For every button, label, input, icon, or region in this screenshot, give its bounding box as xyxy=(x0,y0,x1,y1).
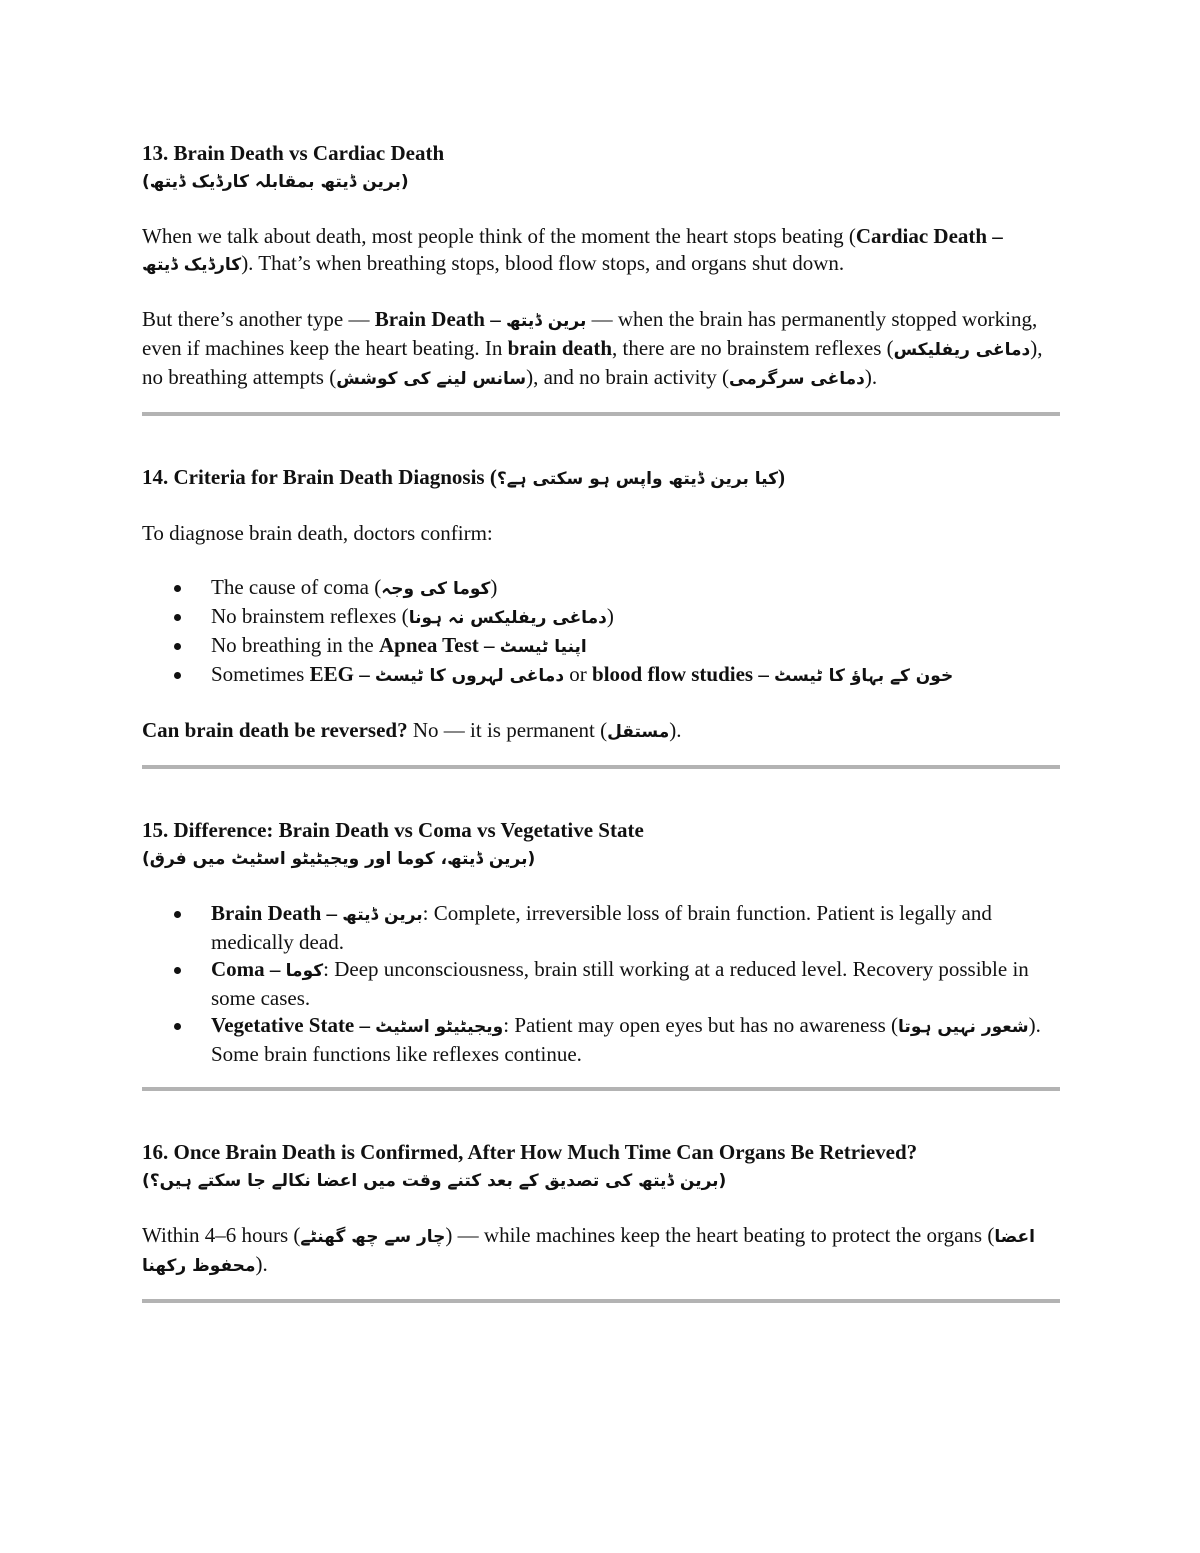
section-16-title: 16. Once Brain Death is Confirmed, After How Much Time Can Organs Be Retrieved? xyxy=(142,1140,918,1164)
bold-run: Vegetative State – xyxy=(211,1013,376,1037)
bullet-icon xyxy=(174,1023,181,1030)
section-15-title-urdu xyxy=(142,844,1060,873)
urdu-run: دماغی ریفلیکس نہ ہونا xyxy=(408,608,607,628)
text-run: ). xyxy=(669,718,682,742)
text-run: ), no breathing attempts ( xyxy=(142,336,1043,389)
text-run: ) — while machines keep the heart beating to protect the organs ( xyxy=(445,1223,995,1247)
section-13-paragraph-1 xyxy=(142,223,1060,279)
section-13-title-urdu xyxy=(142,167,1060,196)
urdu-run: (برین ڈیتھ، کوما اور ویجیٹیٹو اسٹیٹ میں فرق) xyxy=(142,849,536,869)
list-item xyxy=(211,603,1060,632)
list-item xyxy=(211,900,1060,956)
criteria-list xyxy=(142,574,1060,690)
list-item xyxy=(211,661,1060,690)
text-run: ), and no brain activity ( xyxy=(526,365,730,389)
bold-run: Brain Death – xyxy=(374,307,506,331)
bold-run: Coma – xyxy=(211,957,286,981)
text-run: ) xyxy=(778,465,785,489)
text-run: No — it is permanent ( xyxy=(407,718,608,742)
bold-run: Cardiac Death – xyxy=(855,224,1003,248)
urdu-run: اعضا محفوظ رکھنا xyxy=(142,1227,1035,1276)
bullet-icon xyxy=(174,672,181,679)
bold-run: Brain Death – xyxy=(211,901,343,925)
section-13 xyxy=(142,140,1060,416)
urdu-run: چار سے چھ گھنٹے xyxy=(300,1227,446,1247)
urdu-run: ویجیٹیٹو اسٹیٹ xyxy=(375,1017,504,1037)
section-16 xyxy=(142,1139,1060,1303)
section-divider xyxy=(142,1299,1060,1303)
section-16-title-urdu xyxy=(142,1166,1060,1195)
text-run: But there’s another type — xyxy=(142,307,375,331)
text-run: ). That’s when breathing stops, blood flow stops, and organs shut down. xyxy=(241,251,845,275)
urdu-run: مستقل xyxy=(607,722,670,742)
urdu-run: کیا برین ڈیتھ واپس ہو سکتی ہے؟ xyxy=(496,469,778,489)
list-item xyxy=(211,574,1060,603)
bullet-icon xyxy=(174,585,181,592)
text-run: No brainstem reflexes ( xyxy=(211,604,409,628)
urdu-run: (برین ڈیتھ کی تصدیق کے بعد کتنے وقت میں اعضا نکالے جا سکتے ہیں؟) xyxy=(142,1171,727,1191)
urdu-run: کوما xyxy=(285,961,324,981)
text-run: or xyxy=(564,662,593,686)
section-13-title: 13. Brain Death vs Cardiac Death xyxy=(142,141,445,165)
urdu-run: سانس لینے کی کوشش xyxy=(336,369,527,389)
bold-run: Apnea Test – xyxy=(378,633,500,657)
section-14-intro: To diagnose brain death, doctors confirm: xyxy=(142,521,493,545)
bullet-icon xyxy=(174,643,181,650)
bullet-icon xyxy=(174,614,181,621)
list-item xyxy=(211,1012,1060,1068)
bullet-icon xyxy=(174,967,181,974)
text-run: Within 4–6 hours ( xyxy=(142,1223,301,1247)
list-item xyxy=(211,956,1060,1012)
text-run: : Deep unconsciousness, brain still working at a reduced level. Recovery possible in some cases. xyxy=(211,957,1029,1010)
text-run: — when the brain has permanently stopped working, even if machines keep the heart beating. In xyxy=(142,307,1038,360)
text-run: ) xyxy=(606,604,614,628)
text-run: ) xyxy=(490,575,498,599)
urdu-run: دماغی سرگرمی xyxy=(729,369,865,389)
urdu-run: خون کے بہاؤ کا ٹیسٹ xyxy=(774,666,954,686)
bold-run: Can brain death be reversed? xyxy=(142,718,408,742)
urdu-run: دماغی ریفلیکس xyxy=(893,340,1031,360)
urdu-run: اپنیا ٹیسٹ xyxy=(499,637,587,657)
section-13-paragraph-2 xyxy=(142,306,1060,393)
urdu-run: دماغی لہروں کا ٹیسٹ xyxy=(374,666,565,686)
text-run: Sometimes xyxy=(211,662,310,686)
text-run: No breathing in the xyxy=(211,633,379,657)
bullet-icon xyxy=(174,911,181,918)
section-13-urdu-text: (برین ڈیتھ بمقابلہ کارڈیک ڈیتھ) xyxy=(142,172,409,192)
section-15-title: 15. Difference: Brain Death vs Coma vs Vegetative State xyxy=(142,818,644,842)
text-run: ). Some brain functions like reflexes continue. xyxy=(211,1013,1041,1066)
section-15 xyxy=(142,817,1060,1091)
text-run: : Complete, irreversible loss of brain function. Patient is legally and medically dead. xyxy=(211,901,992,954)
section-14-title xyxy=(142,464,1060,493)
text-run: ). xyxy=(864,365,878,389)
text-run: When we talk about death, most people think of the moment the heart stops beating ( xyxy=(142,224,856,248)
text-run: : Patient may open eyes but has no awareness ( xyxy=(503,1013,899,1037)
section-16-paragraph xyxy=(142,1222,1060,1280)
urdu-run: برین ڈیتھ xyxy=(505,311,587,331)
bold-run: EEG – xyxy=(309,662,375,686)
urdu-run: کوما کی وجہ xyxy=(381,579,491,599)
text-run: 14. Criteria for Brain Death Diagnosis ( xyxy=(142,465,497,489)
urdu-run: کارڈیک ڈیتھ xyxy=(142,255,242,275)
difference-list xyxy=(142,900,1060,1068)
urdu-run: برین ڈیتھ xyxy=(342,905,423,925)
document-page xyxy=(142,140,1060,1303)
urdu-run: شعور نہیں ہوتا xyxy=(898,1017,1029,1037)
text-run: , there are no brainstem reflexes ( xyxy=(612,336,894,360)
text-run: ). xyxy=(255,1252,268,1276)
section-14 xyxy=(142,464,1060,769)
text-run: The cause of coma ( xyxy=(211,575,382,599)
bold-run: brain death xyxy=(507,336,613,360)
section-14-question xyxy=(142,717,1060,746)
bold-run: blood flow studies – xyxy=(592,662,775,686)
list-item xyxy=(211,632,1060,661)
